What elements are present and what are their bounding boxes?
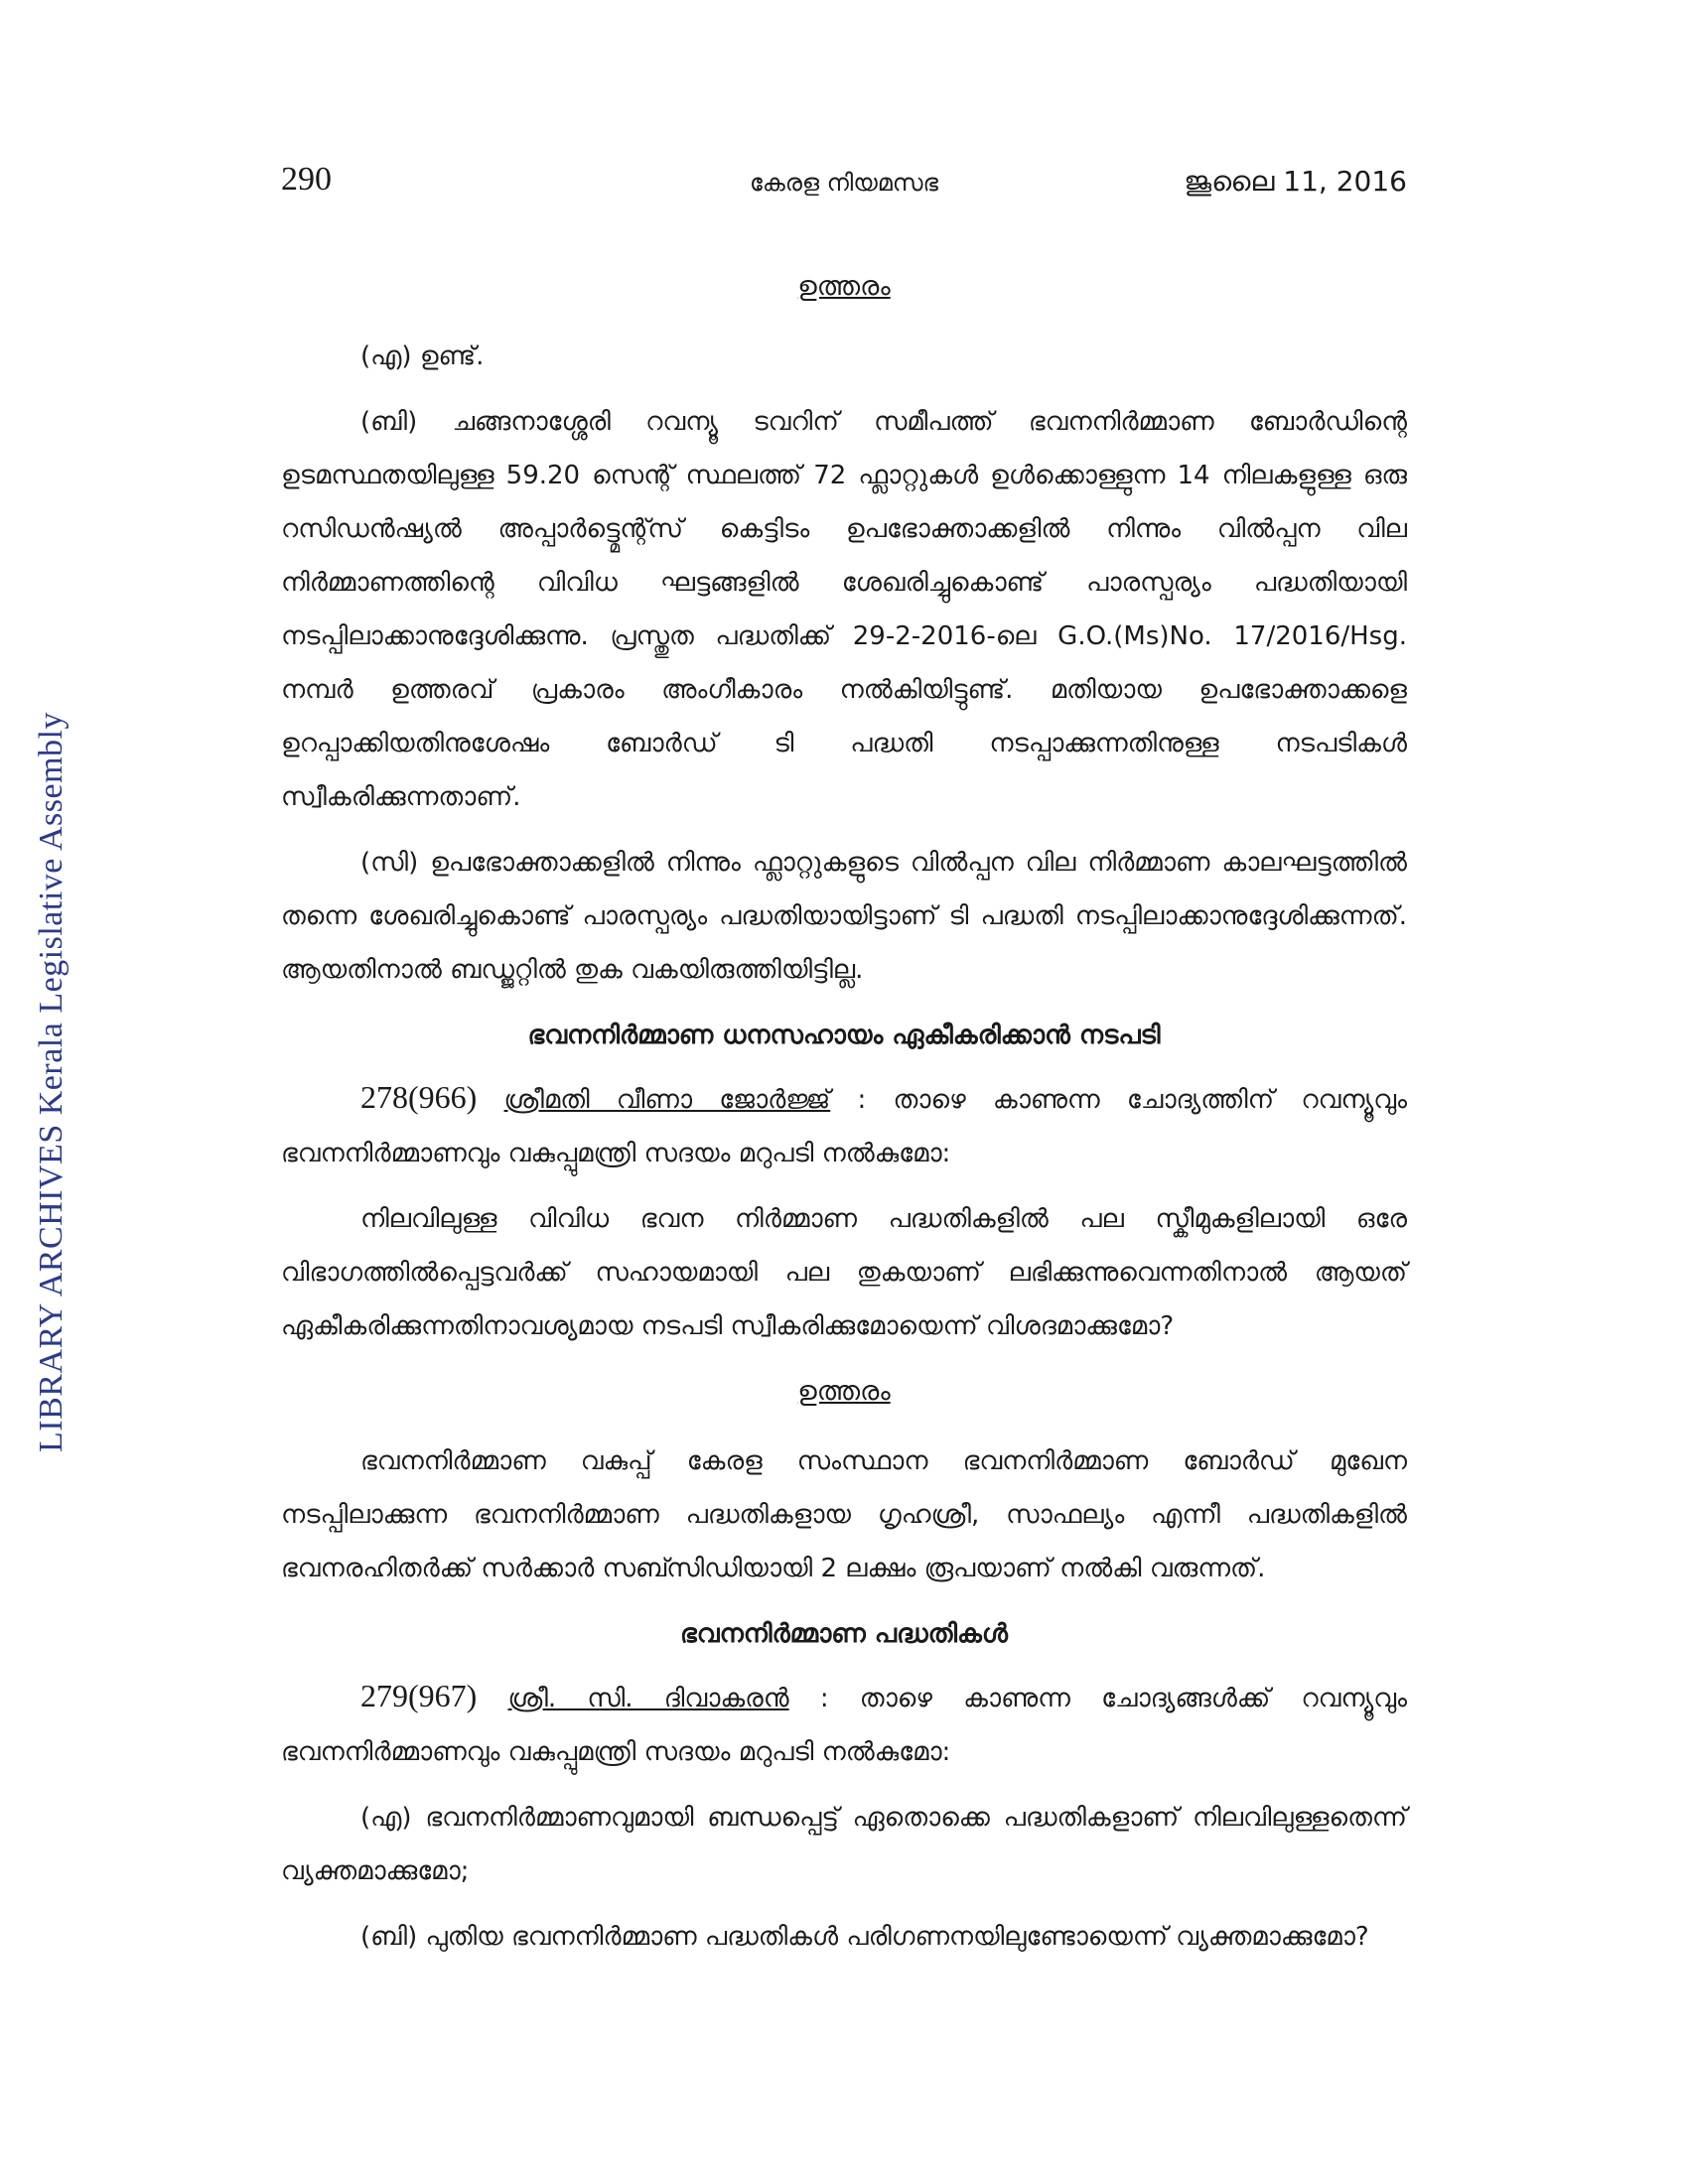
header-date: ജൂലൈ 11, 2016	[1184, 165, 1407, 198]
answer-heading: ഉത്തരം	[797, 271, 891, 302]
question-intro: : താഴെ കാണുന്ന ചോദ്യങ്ങൾക്ക് റവന്യൂവും ഭവനനിർമ്മാണവും വകുപ്പുമന്ത്രി സദയം മറുപടി നൽകുമോ:	[281, 1684, 1408, 1767]
member-name: ശ്രീ. സി. ദിവാകരൻ	[507, 1684, 789, 1713]
section-heading-278: ഭവനനിർമ്മാണ ധനസഹായം ഏകീകരിക്കാൻ നടപടി	[527, 1021, 1161, 1050]
page-content	[281, 260, 1407, 1976]
question-number: 279(967)	[360, 1678, 478, 1713]
answer-a: (എ) ഉണ്ട്.	[360, 341, 485, 371]
question-number: 278(966)	[360, 1079, 478, 1115]
answer-c: (സി) ഉപഭോക്താക്കളിൽ നിന്നും ഫ്ലാറ്റുകളുടെ വിൽപ്പന വില നിർമ്മാണ കാലഘട്ടത്തിൽ തന്നെ ശേഖരിച്ചുകൊണ്ട് പാരസ്പര്യം പദ്ധതിയായിട്ടാണ് ടി പദ്ധതി നടപ്പിലാക്കാനുദ്ദേശിക്കുന്നത്. ആയതിനാൽ ബഡ്ജറ്റിൽ തുക വകയിരുത്തിയിട്ടില്ല.	[281, 848, 1407, 985]
page-header	[281, 161, 1407, 201]
question-279-a: (എ) ഭവനനിർമ്മാണവുമായി ബന്ധപ്പെട്ട് ഏതൊക്കെ പദ്ധതികളാണ് നിലവിലുള്ളതെന്ന് വ്യക്തമാക്കുമോ;	[281, 1803, 1407, 1886]
question-intro: : താഴെ കാണുന്ന ചോദ്യത്തിന് റവന്യൂവും ഭവനനിർമ്മാണവും വകുപ്പുമന്ത്രി സദയം മറുപടി നൽകുമോ:	[281, 1085, 1407, 1168]
page-number: 290	[281, 161, 332, 198]
archive-watermark: LIBRARY ARCHIVES Kerala Legislative Assembly	[33, 711, 70, 1453]
member-name: ശ്രീമതി വീണാ ജോർജ്ജ്	[503, 1085, 831, 1115]
question-279-b: (ബി) പുതിയ ഭവനനിർമ്മാണ പദ്ധതികൾ പരിഗണനയിലുണ്ടോയെന്ന് വ്യക്തമാക്കുമോ?	[360, 1922, 1369, 1952]
question-279-intro	[281, 1669, 1407, 1779]
question-278-intro	[281, 1070, 1407, 1180]
answer-heading-278: ഉത്തരം	[797, 1376, 891, 1407]
answer-b: (ബി) ചങ്ങനാശ്ശേരി റവന്യൂ ടവറിന് സമീപത്ത് ഭവനനിർമ്മാണ ബോർഡിന്റെ ഉടമസ്ഥതയിലുള്ള 59.20 സെന്റ് സ്ഥലത്ത് 72 ഫ്ലാറ്റുകൾ ഉൾക്കൊള്ളുന്ന 14 നിലകളുള്ള ഒരു റസിഡൻഷ്യൽ അപ്പാർട്ട്മെന്റ്സ് കെട്ടിടം ഉപഭോക്താക്കളിൽ നിന്നും വിൽപ്പന വില നിർമ്മാണത്തിന്റെ വിവിധ ഘട്ടങ്ങളിൽ ശേഖരിച്ചുകൊണ്ട് പാരസ്പര്യം പദ്ധതിയായി നടപ്പിലാക്കാനുദ്ദേശിക്കുന്നു. പ്രസ്തുത പദ്ധതിക്ക് 29-2-2016-ലെ G.O.(Ms)No. 17/2016/Hsg. നമ്പർ ഉത്തരവ് പ്രകാരം അംഗീകാരം നൽകിയിട്ടുണ്ട്. മതിയായ ഉപഭോക്താക്കളെ ഉറപ്പാക്കിയതിനുശേഷം ബോർഡ് ടി പദ്ധതി നടപ്പാക്കുന്നതിനുള്ള നടപടികൾ സ്വീകരിക്കുന്നതാണ്.	[281, 407, 1407, 812]
answer-278-text: ഭവനനിർമ്മാണ വകുപ്പ് കേരള സംസ്ഥാന ഭവനനിർമ്മാണ ബോർഡ് മുഖേന നടപ്പിലാക്കുന്ന ഭവനനിർമ്മാണ പദ്ധതികളായ ഗൃഹശ്രീ, സാഫല്യം എന്നീ പദ്ധതികളിൽ ഭവനരഹിതർക്ക് സർക്കാർ സബ്സിഡിയായി 2 ലക്ഷം രൂപയാണ് നൽകി വരുന്നത്.	[281, 1446, 1407, 1583]
section-heading-279: ഭവനനിർമ്മാണ പദ്ധതികൾ	[680, 1619, 1008, 1649]
question-278-text: നിലവിലുള്ള വിവിധ ഭവന നിർമ്മാണ പദ്ധതികളിൽ പല സ്കീമുകളിലായി ഒരേ വിഭാഗത്തിൽപ്പെട്ടവർക്ക് സഹായമായി പല തുകയാണ് ലഭിക്കുന്നുവെന്നതിനാൽ ആയത് ഏകീകരിക്കുന്നതിനാവശ്യമായ നടപടി സ്വീകരിക്കുമോയെന്ന് വിശദമാക്കുമോ?	[281, 1204, 1407, 1341]
header-title: കേരള നിയമസഭ	[749, 169, 939, 197]
